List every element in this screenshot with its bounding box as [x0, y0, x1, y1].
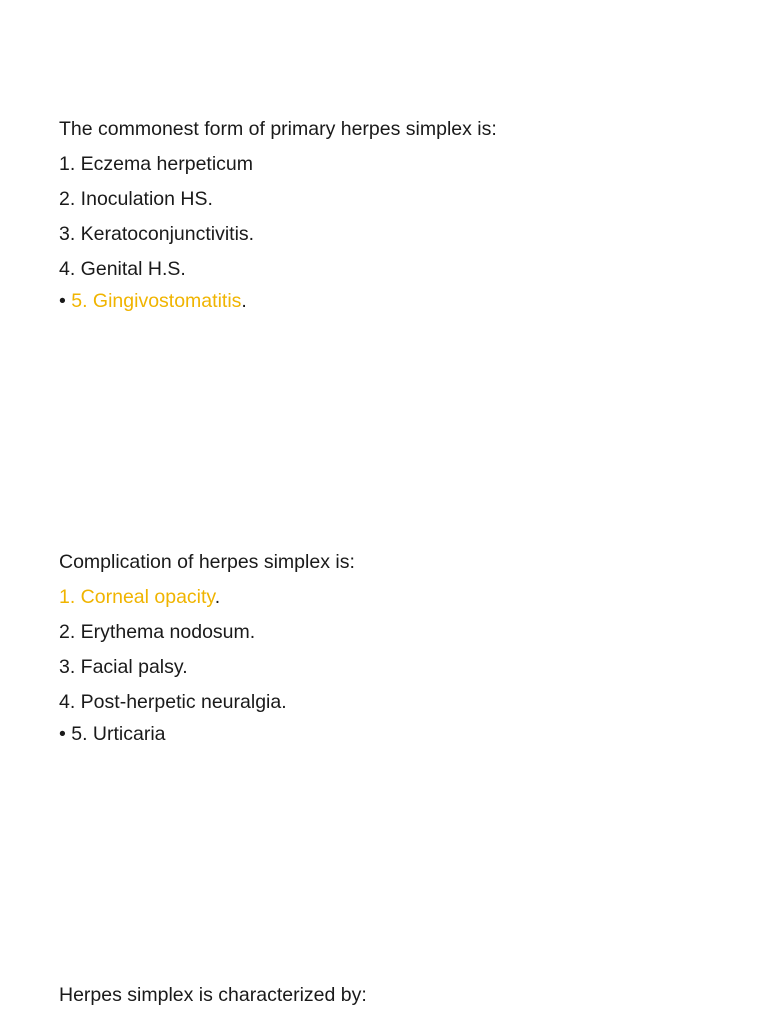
question-1: [59, 117, 739, 313]
answer-option-2: 2. Erythema nodosum.: [59, 621, 256, 643]
bullet-marker: •: [59, 290, 72, 312]
answer-option-5: [59, 289, 739, 313]
answer-suffix: .: [214, 586, 221, 608]
answer-option-4: 4. Genital H.S.: [59, 258, 186, 280]
answer-suffix: .: [241, 290, 247, 312]
answer-option-2: 2. Inoculation HS.: [59, 188, 213, 210]
answer-option-5: [59, 722, 739, 746]
question-2: [59, 550, 739, 746]
question-3: [59, 983, 739, 1007]
question-prompt: The commonest form of primary herpes simplex is:: [59, 118, 497, 140]
question-prompt: Complication of herpes simplex is:: [59, 551, 355, 573]
question-prompt: Herpes simplex is characterized by:: [59, 984, 367, 1006]
answer-option-3: 3. Facial palsy.: [59, 656, 188, 678]
bullet-marker: •: [59, 723, 72, 745]
answer-text: 5. Urticaria: [71, 723, 166, 745]
correct-answer-highlight: 5. Gingivostomatitis: [71, 290, 242, 312]
answer-option-3: 3. Keratoconjunctivitis.: [59, 223, 255, 245]
answer-option-1: 1. Eczema herpeticum: [59, 153, 254, 175]
answer-option-4: 4. Post-herpetic neuralgia.: [59, 691, 287, 713]
correct-answer-highlight: 1. Corneal opacity: [59, 586, 215, 608]
answer-option-1: [59, 585, 739, 609]
